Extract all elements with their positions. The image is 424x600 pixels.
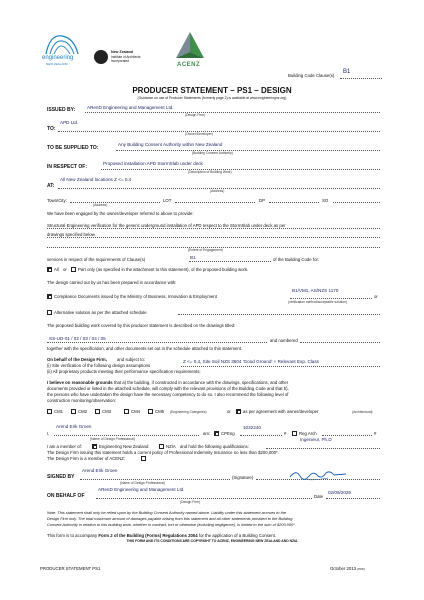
nzia-line-2: Institute of Architects — [111, 54, 141, 59]
copyright-text: THIS FORM AND ITS CONDITIONS ARE COPYRIGHT TO ACENZ, ENGINEERING NEW ZEALAND AND NZIA — [126, 539, 298, 543]
note-line-1: Note: This statement shall only be relied upon by the Building Consent Authority named above. Liability under this statement accrues to the — [47, 510, 287, 515]
signature-image — [288, 467, 348, 483]
cpeng-number-field[interactable]: 1032240 — [243, 425, 261, 430]
cm2-label: CM2 — [78, 409, 88, 414]
services-text: services in respect of the requirements of Clause(s) — [47, 257, 146, 262]
engagement-caption: (Extent of Engagement) — [188, 248, 223, 252]
issued-by-label: ISSUED BY: — [47, 107, 76, 113]
form2-bold: Form 2 of the Building (Forms) Regulations 2004 — [98, 533, 198, 538]
cpeng-checkbox[interactable] — [214, 431, 219, 436]
insurance-text: The Design Firm issuing this statement holds a current policy of Professional Indemnity Insurance no less than $200,000*. — [47, 450, 279, 455]
engineering-nz-member-checkbox[interactable] — [92, 444, 97, 449]
signer-prefix: I, — [47, 431, 50, 436]
footer-date: October 2013 — [330, 566, 357, 571]
believe-line-1 — [47, 380, 288, 385]
engagement-line-2[interactable]: drawings specified below. — [47, 232, 96, 237]
cpeng-label: CPEng — [221, 431, 235, 436]
believe-line-1-text: that a) the building, if constructed in accordance with the drawings, specifications, and other — [113, 380, 289, 385]
signed-by-label: SIGNED BY — [47, 474, 75, 480]
building-code-clause-label: Building Code Clause(s) — [288, 73, 335, 78]
compliance-label: Compliance Documents issued by the Ministry of Business, Innovation & Employment — [54, 294, 217, 299]
behalf-line-2: (ii) All proprietary products meeting their performance specification requirements; — [47, 369, 201, 374]
compliance-checkbox[interactable] — [47, 294, 52, 299]
agreement-checkbox[interactable] — [236, 409, 241, 414]
drawings-titled-field[interactable]: SS-UD-01 / 02 / 03 / 04 / 05 — [49, 336, 106, 341]
scope-all-checkbox[interactable] — [47, 267, 52, 272]
qualifications-field[interactable]: Ingenieur, Ph.D — [300, 437, 332, 442]
nzia-line-1: New Zealand — [111, 50, 133, 54]
engineering-nz-member-label: Engineering New Zealand — [99, 444, 149, 449]
form2-text — [47, 533, 276, 538]
qualifications-text: and hold the following qualifications: — [180, 444, 249, 449]
agreement-label: as per agreement with owner/developer — [243, 409, 319, 414]
building-consent-authority-caption: (Building Consent Authority) — [192, 151, 233, 155]
on-behalf-of-label: ON BEHALF OF — [47, 493, 85, 499]
nzia-member-checkbox[interactable] — [159, 444, 164, 449]
cm1-label: CM1 — [54, 409, 64, 414]
address-caption: (Address) — [210, 189, 225, 193]
believe-line-3: the persons who have undertaken the design have the necessary competency to do so. I also recommend the following level of — [47, 392, 289, 397]
reg-arch-label: Reg Arch — [299, 431, 317, 436]
am-label: am: — [203, 431, 211, 436]
believe-line-4: construction monitoring/observation: — [47, 398, 117, 403]
services-suffix: of the Building Code for: — [273, 257, 320, 262]
member-prefix: I am a member of: — [47, 444, 82, 449]
cm3-label: CM3 — [102, 409, 112, 414]
alternative-solution-checkbox[interactable] — [47, 310, 52, 315]
engineering-nz-wordmark: engineering — [42, 55, 74, 61]
engineering-nz-icon — [40, 32, 84, 56]
engineering-nz-subtext: NEW ZEALAND — [46, 62, 68, 66]
and-numbered-label: and numbered — [270, 338, 298, 343]
on-behalf-of-caption: (Design Firm) — [180, 500, 200, 504]
verification-method-caption: (verification method/acceptable solution) — [288, 300, 348, 304]
cm2-checkbox[interactable] — [71, 409, 76, 414]
scope-or-label: or — [63, 267, 67, 272]
engineering-categories-caption: (Engineering Categories) — [170, 410, 207, 414]
to-label: TO: — [47, 126, 56, 132]
footer-right — [330, 566, 365, 572]
nzia-logo — [94, 50, 154, 68]
note-line-3: Consent Authority in relation to this building work, whether in contract, tort or otherwise (including negligence), is limited to the sum of $200,000*. — [47, 522, 296, 527]
cm5-label: CM5 — [155, 409, 165, 414]
owner-developer-caption: (Owner/Developer) — [185, 132, 213, 136]
acenz-wordmark: ACENZ — [177, 62, 201, 68]
engagement-line-1[interactable]: Structural Engineering verification for the generic underground installation of APD respect to the StormSlab under deck as per — [47, 223, 286, 228]
so-label: SO — [322, 198, 329, 203]
building-work-field[interactable]: Proposed installation APD StormSlab under deck — [103, 161, 203, 166]
scope-part-label: Part only (as specified in the attachment to this statement), of the proposed building work. — [78, 267, 249, 272]
nzia-emblem-icon — [94, 50, 108, 64]
scope-all-label: All — [54, 267, 59, 272]
building-work-caption: (Description of Building Work) — [188, 170, 232, 174]
owner-developer-field[interactable]: APD Ltd. — [60, 120, 79, 125]
form2-suffix: for the application of a Building Consent. — [198, 533, 277, 538]
town-address-caption: (Address) — [93, 203, 108, 207]
design-firm-caption: (Design Firm) — [185, 113, 205, 117]
footer-pdf: (PDF) — [357, 567, 366, 571]
cm1-checkbox[interactable] — [47, 409, 52, 414]
compliance-value-field[interactable]: B1/VM1, AS/NZS 1170 — [292, 288, 339, 293]
guidance-text: (Guidance on use of Producer Statements (formerly page 2) is available at www.engineeringnz.org) — [137, 96, 287, 100]
date-field[interactable]: 02/09/2025 — [328, 490, 351, 495]
issued-by-field[interactable]: ARenD Engineering and Management Ltd. — [87, 105, 174, 110]
reg-arch-hash: # — [374, 431, 377, 436]
compliance-or-label: or — [374, 294, 378, 299]
alternative-solution-label: Alternative solution as per the attached schedule — [54, 310, 147, 315]
believe-line-2: documents provided or listed in the attached schedule, will comply with the relevant provisions of the Building Code and that b), — [47, 386, 289, 391]
scope-part-checkbox[interactable] — [71, 267, 76, 272]
footer-left: PRODUCER STATEMENT PS1 — [40, 566, 101, 571]
reg-arch-checkbox[interactable] — [292, 431, 297, 436]
signed-by-name-field[interactable]: Arend Erik Groen — [82, 468, 118, 473]
on-behalf-of-firm-field[interactable]: ARenD Engineering and Management Ltd. — [98, 487, 185, 492]
at-label: AT: — [47, 183, 55, 189]
lot-label: LOT — [163, 198, 172, 203]
cm5-checkbox[interactable] — [148, 409, 153, 414]
behalf-line-1: (i) Site verification of the following design assumptions — [47, 363, 151, 368]
signed-by-caption: (Name of Design Professional) — [120, 481, 165, 485]
behalf-lead: On behalf of the Design Firm, — [47, 357, 107, 362]
building-code-clause-value[interactable]: B1 — [343, 69, 351, 75]
supplied-to-label: TO BE SUPPLIED TO: — [47, 145, 99, 151]
address-field[interactable]: All New Zealand locations Z <= 0.4 — [60, 177, 132, 182]
design-carried-out-text: The design carried out by us has been prepared in accordance with: — [47, 280, 177, 285]
cm4-label: CM4 — [131, 409, 141, 414]
cpeng-hash: # — [284, 431, 287, 436]
form2-prefix: This form is to accompany — [47, 533, 98, 538]
acenz-logo — [170, 30, 210, 72]
acenz-member-text: The Design Firm is a member of ACENZ: — [47, 456, 126, 461]
engineering-nz-logo — [40, 32, 84, 68]
date-label: Date — [314, 494, 324, 499]
signature-label: (Signature) — [232, 475, 254, 480]
cm4-checkbox[interactable] — [124, 409, 129, 414]
monitoring-or-label: or — [227, 409, 231, 414]
nzia-member-label: NZIA — [166, 444, 176, 449]
design-assumptions-field[interactable]: Z <= 0.4, Site Soil NZS 3604 'Good Ground' + Relevant Exp. Class — [183, 359, 319, 364]
in-respect-of-label: IN RESPECT OF: — [47, 164, 88, 170]
architectural-caption: (Architectural) — [352, 410, 373, 414]
design-professional-name-field[interactable]: Arend Erik Groen — [56, 424, 92, 429]
dp-label: DP — [259, 198, 265, 203]
engaged-text: We have been engaged by the owner/developer referred to above to provide: — [47, 211, 194, 216]
acenz-member-checkbox[interactable] — [141, 456, 146, 461]
design-professional-caption: (Name of Design Professional) — [90, 437, 135, 441]
nzia-line-3: Incorporated — [111, 58, 129, 63]
cm3-checkbox[interactable] — [95, 409, 100, 414]
believe-lead: I believe on reasonable grounds — [47, 380, 113, 385]
behalf-lead-tail: and subject to: — [117, 357, 145, 362]
services-clause-field[interactable]: B1 — [190, 255, 196, 260]
acenz-mountain-icon — [170, 30, 210, 62]
proposed-work-text: The proposed building work covered by this producer statement is described on the drawings titled: — [47, 323, 236, 328]
together-text: together with the specification, and other documents set out in the schedule attached to this statement. — [47, 346, 243, 351]
note-line-2: Design Firm only. The total maximum amount of damages payable arising from this statement and all other statements provided to the Building — [47, 516, 293, 521]
page-title: PRODUCER STATEMENT – PS1 – DESIGN — [132, 86, 292, 95]
building-consent-authority-field[interactable]: Any Building Consent Authority within New Zealand — [118, 142, 223, 147]
town-city-label: Town/City: — [47, 198, 67, 203]
